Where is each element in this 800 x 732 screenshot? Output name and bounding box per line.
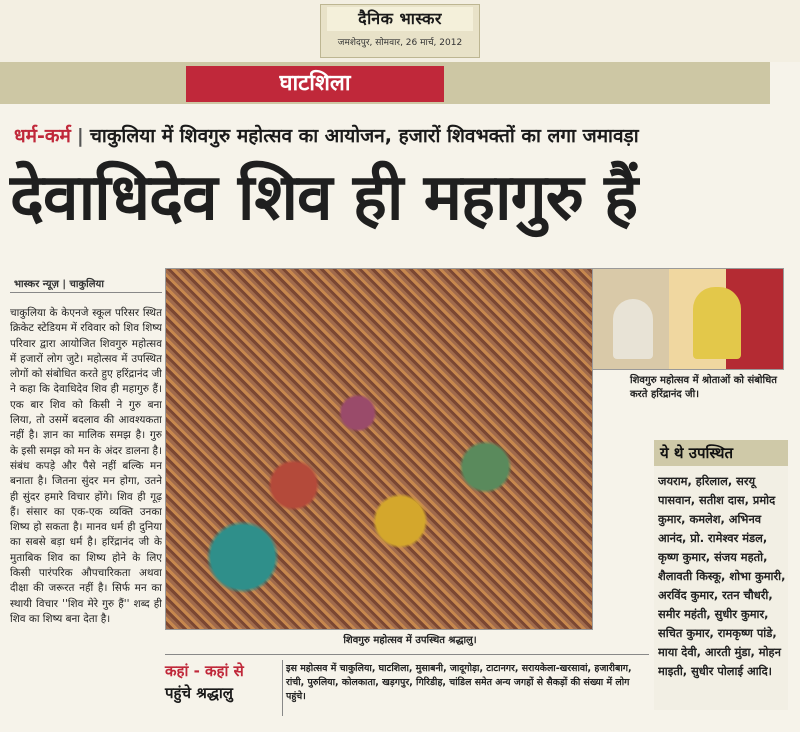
section-band [0,62,770,104]
section-label: घाटशिला [186,66,444,102]
kicker [14,122,774,152]
speaker-photo-caption: शिवगुरु महोत्सव में श्रोताओं को संबोधित करते हरिंद्रानंद जी। [630,375,777,400]
origins-heading-line1: कहां - कहां से [165,662,244,680]
article-body: चाकुलिया के केएनजे स्कूल परिसर स्थित क्रिकेट स्टेडियम में रविवार को शिव शिष्य परिवार द्वारा आयोजित शिवगुरु महोत्सव में हजारों लोग जुटे। महोत्सव में उपस्थित लोगों को संबोधित करते हुए हरिंद्रानंद जी ने कहा कि देवाधिदेव शिव ही महागुरु हैं। एक बार शिव को किसी ने गुरु बना लिया, तो उसमें बदलाव की आवश्यकता नहीं है। ज्ञान का मालिक समझ है। गुरु के इसी समझ को मन के अंदर डालना है। संबंध कपड़े और पैसे नहीं बल्कि मन बनाता है। जितना सुंदर मन होगा, उतने ही सुंदर हमारे विचार होंगे। शिव ही गूढ़ हैं। संसार का एक-एक व्यक्ति उनका शिष्य हो सकता है। मानव धर्म ही दुनिया का सबसे बड़ा धर्म है। हरिंद्रानंद जी के मुताबिक शिव का शिष्य होने के लिए किसी पारंपरिक औपचारिकता अथवा दीक्षा की जरूरत नहीं है। सिर्फ मन का स्थायी विचार ''शिव मेरे गुरु हैं'' शब्द ही शिव का शिष्य बना देता है। [10,307,162,625]
attendees-list: जयराम, हरिलाल, सरयू पासवान, सतीश दास, प्रमोद कुमार, कमलेश, अभिनव आनंद, प्रो. रामेश्वर मंडल, कृष्ण कुमार, संजय महतो, शैलावती किस्कू, शोभा कुमारी, अरविंद कुमार, रतन चौधरी, समीर महंती, सुधीर कुमार, सचित कुमार, रामकृष्ण पांडे, माया देवी, आरती मुंडा, मोहन माइती, सुधीर पोलाई आदि। [658,474,786,678]
crowd-photo-caption: शिवगुरु महोत्सव में उपस्थित श्रद्धालु। [343,635,477,646]
bottom-divider [165,654,649,655]
kicker-text: चाकुलिया में शिवगुरु महोत्सव का आयोजन, हजारों शिवभक्तों का लगा जमावड़ा [89,125,639,147]
byline: भास्कर न्यूज़ | चाकुलिया [14,279,104,290]
headline: देवाधिदेव शिव ही महागुरु हैं [10,160,638,235]
kicker-category: धर्म-कर्म [14,125,71,147]
origins-heading-box [165,660,281,718]
attendees-box [654,440,788,710]
newspaper-logo: दैनिक भास्कर [327,7,473,31]
origins-divider [282,660,283,716]
origins-text: इस महोत्सव में चाकुलिया, घाटशिला, मुसाबनी, जादूगोड़ा, टाटानगर, सरायकेला-खरसावां, हजारीबाग, रांची, पुरुलिया, कोलकाता, खड़गपुर, गिरिडीह, चांडिल समेत अन्य जगहों से सैकड़ों की संख्या में लोग पहुंचे। [286,663,632,702]
kicker-separator: | [76,125,84,147]
edition-date: जमशेदपुर, सोमवार, 26 मार्च, 2012 [337,38,463,48]
speaker-photo [592,268,784,370]
masthead [320,4,480,58]
byline-divider [10,292,162,293]
news-clipping [0,62,800,732]
crowd-photo [165,268,593,630]
origins-heading-line2: पहुंचे श्रद्धालु [165,684,233,702]
attendees-heading: ये थे उपस्थित [654,440,788,466]
